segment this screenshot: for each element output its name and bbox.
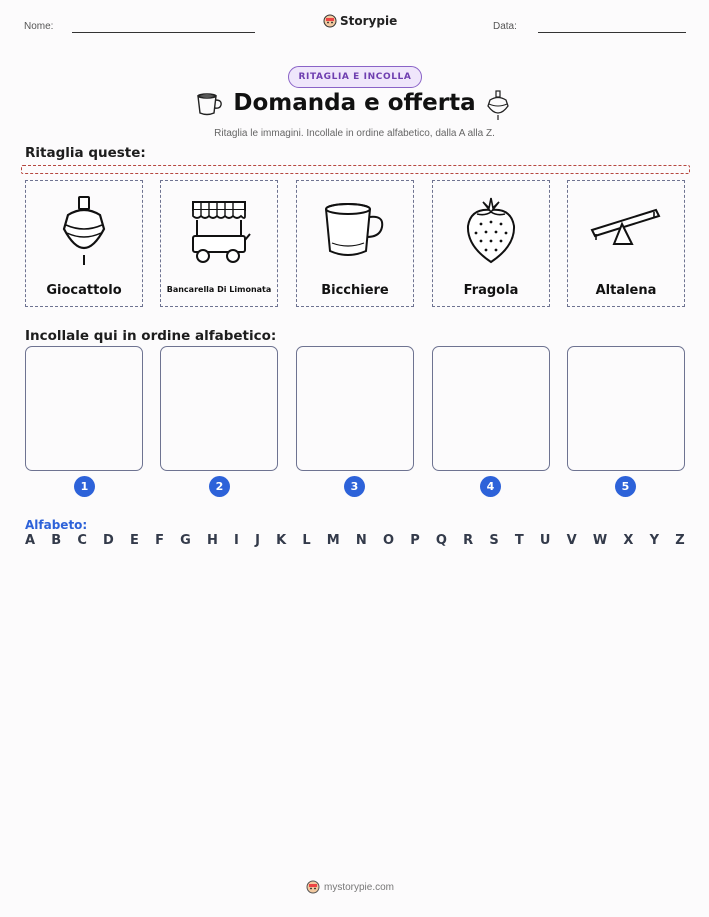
alphabet-letter: A [25,533,36,548]
slot-number: 1 [74,476,95,497]
name-line[interactable] [72,32,255,33]
alphabet-letter: O [382,533,395,548]
cut-card[interactable] [567,180,685,307]
slot-number: 2 [209,476,230,497]
alphabet-letter: Y [649,533,660,548]
alphabet-letter: B [51,533,62,548]
cut-card[interactable] [296,180,414,307]
brand-logo [323,14,397,28]
date-line[interactable] [538,32,686,33]
alphabet-letter: C [77,533,87,548]
paste-section-heading: Incollale qui in ordine alfabetico: [25,328,277,344]
instructions: Ritaglia le immagini. Incollale in ordine alfabetico, dalla A alla Z. [214,128,495,139]
alphabet-letter: F [155,533,164,548]
slot-number: 5 [615,476,636,497]
footer-site[interactable]: mystorypie.com [324,881,395,893]
alphabet-letter: D [103,533,114,548]
seesaw-icon [588,206,664,256]
paste-slot[interactable] [160,346,278,471]
cut-card[interactable] [432,180,550,307]
card-label: Giocattolo [46,283,122,298]
cut-card[interactable] [25,180,143,307]
footer [306,880,394,894]
strawberry-icon [461,196,521,266]
activity-badge: RITAGLIA E INCOLLA [288,66,422,88]
spinning-top-icon [484,90,512,122]
storypie-mascot-icon [323,14,337,28]
alphabet-letter: P [410,533,420,548]
alphabet-title: Alfabeto: [25,518,88,532]
cup-icon [320,199,390,263]
paste-slot[interactable] [296,346,414,471]
cut-line [21,165,690,174]
card-label: Altalena [595,283,657,298]
brand-name: Storypie [340,14,398,28]
paste-slot[interactable] [25,346,143,471]
paste-slot[interactable] [567,346,685,471]
card-label: Bancarella Di Limonata [166,285,272,294]
card-label: Bicchiere [321,283,389,298]
storypie-mascot-icon [306,880,320,894]
date-label: Data: [493,21,517,32]
alphabet-letter: M [326,533,340,548]
name-label: Nome: [24,21,54,32]
alphabet-letter: I [234,533,239,548]
alphabet-letter: G [180,533,191,548]
alphabet-letter: Z [675,533,685,548]
alphabet-letter: H [206,533,218,548]
spinning-top-icon [54,195,114,267]
alphabet-letter: Q [435,533,447,548]
cut-card[interactable] [160,180,278,307]
alphabet-letter: V [566,533,577,548]
alphabet-letter: K [276,533,287,548]
paste-slot[interactable] [432,346,550,471]
lemonade-stand-icon [187,196,251,266]
slot-number: 4 [480,476,501,497]
alphabet-letter: R [463,533,474,548]
alphabet-letter: W [592,533,608,548]
alphabet-letter: J [255,533,260,548]
page-title: Domanda e offerta [233,90,476,116]
alphabet-letter: X [623,533,634,548]
alphabet-letter: N [355,533,367,548]
alphabet-letter: U [539,533,551,548]
cut-section-heading: Ritaglia queste: [25,145,146,161]
alphabet-letter: T [514,533,524,548]
alphabet-letter: E [130,533,139,548]
card-label: Fragola [463,283,519,298]
alphabet-letter: S [489,533,499,548]
slot-number: 3 [344,476,365,497]
alphabet-letter: L [302,533,311,548]
alphabet-row [25,533,685,548]
